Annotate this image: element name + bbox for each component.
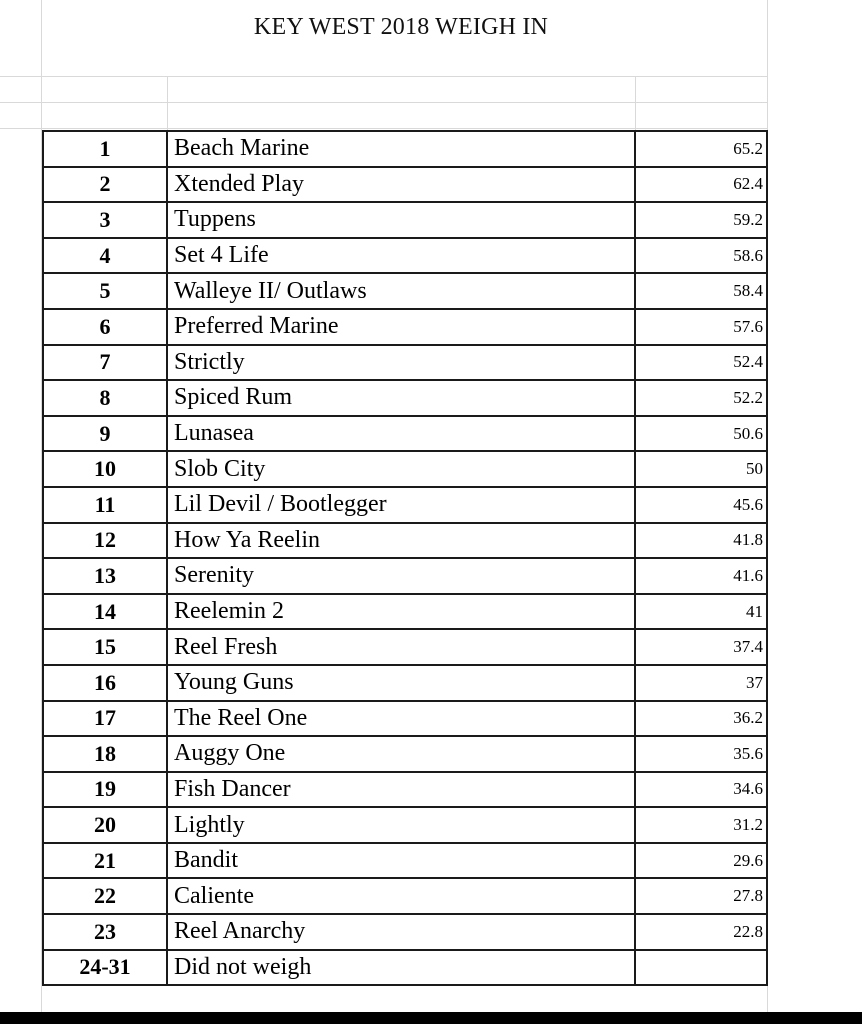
rank-cell[interactable]: 13 bbox=[43, 558, 167, 594]
table-row[interactable] bbox=[43, 843, 767, 879]
gridline bbox=[0, 76, 768, 77]
weight-cell[interactable]: 41.6 bbox=[635, 558, 767, 594]
boat-name-cell[interactable]: Caliente bbox=[167, 878, 635, 914]
rank-cell[interactable]: 16 bbox=[43, 665, 167, 701]
boat-name-cell[interactable]: Lightly bbox=[167, 807, 635, 843]
table-row[interactable] bbox=[43, 701, 767, 737]
weight-cell[interactable]: 65.2 bbox=[635, 131, 767, 167]
gridline bbox=[635, 76, 636, 130]
weight-cell[interactable]: 45.6 bbox=[635, 487, 767, 523]
boat-name-cell[interactable]: Set 4 Life bbox=[167, 238, 635, 274]
rank-cell[interactable]: 19 bbox=[43, 772, 167, 808]
table-row[interactable] bbox=[43, 523, 767, 559]
weight-cell[interactable]: 34.6 bbox=[635, 772, 767, 808]
weight-cell[interactable]: 41 bbox=[635, 594, 767, 630]
gridline bbox=[0, 128, 768, 129]
gridline bbox=[167, 76, 168, 130]
weight-cell[interactable]: 52.4 bbox=[635, 345, 767, 381]
boat-name-cell[interactable]: Beach Marine bbox=[167, 131, 635, 167]
weight-cell[interactable]: 35.6 bbox=[635, 736, 767, 772]
weight-cell[interactable]: 29.6 bbox=[635, 843, 767, 879]
boat-name-cell[interactable]: Strictly bbox=[167, 345, 635, 381]
rank-cell[interactable]: 11 bbox=[43, 487, 167, 523]
boat-name-cell[interactable]: Young Guns bbox=[167, 665, 635, 701]
boat-name-cell[interactable]: Reel Anarchy bbox=[167, 914, 635, 950]
rank-cell[interactable]: 6 bbox=[43, 309, 167, 345]
rank-cell[interactable]: 20 bbox=[43, 807, 167, 843]
weight-cell[interactable]: 27.8 bbox=[635, 878, 767, 914]
weight-cell[interactable] bbox=[635, 950, 767, 986]
rank-cell[interactable]: 12 bbox=[43, 523, 167, 559]
table-row[interactable] bbox=[43, 238, 767, 274]
gridline bbox=[0, 102, 768, 103]
rank-cell[interactable]: 3 bbox=[43, 202, 167, 238]
weight-cell[interactable]: 52.2 bbox=[635, 380, 767, 416]
table-row[interactable] bbox=[43, 950, 767, 986]
rank-cell[interactable]: 14 bbox=[43, 594, 167, 630]
weight-cell[interactable]: 58.6 bbox=[635, 238, 767, 274]
rank-cell[interactable]: 23 bbox=[43, 914, 167, 950]
table-row[interactable] bbox=[43, 629, 767, 665]
rank-cell[interactable]: 22 bbox=[43, 878, 167, 914]
sheet-title: KEY WEST 2018 WEIGH IN bbox=[253, 14, 549, 40]
boat-name-cell[interactable]: Bandit bbox=[167, 843, 635, 879]
table-row[interactable] bbox=[43, 736, 767, 772]
weight-cell[interactable]: 36.2 bbox=[635, 701, 767, 737]
weight-cell[interactable]: 59.2 bbox=[635, 202, 767, 238]
boat-name-cell[interactable]: Spiced Rum bbox=[167, 380, 635, 416]
rank-cell[interactable]: 2 bbox=[43, 167, 167, 203]
table-row[interactable] bbox=[43, 416, 767, 452]
rank-cell[interactable]: 4 bbox=[43, 238, 167, 274]
table-row[interactable] bbox=[43, 273, 767, 309]
table-row[interactable] bbox=[43, 558, 767, 594]
table-row[interactable] bbox=[43, 167, 767, 203]
weight-cell[interactable]: 62.4 bbox=[635, 167, 767, 203]
table-row[interactable] bbox=[43, 807, 767, 843]
table-row[interactable] bbox=[43, 878, 767, 914]
boat-name-cell[interactable]: Fish Dancer bbox=[167, 772, 635, 808]
boat-name-cell[interactable]: Auggy One bbox=[167, 736, 635, 772]
results-table bbox=[42, 130, 768, 986]
bottom-edge-bar bbox=[0, 1012, 862, 1024]
boat-name-cell[interactable]: Slob City bbox=[167, 451, 635, 487]
table-row[interactable] bbox=[43, 309, 767, 345]
rank-cell[interactable]: 8 bbox=[43, 380, 167, 416]
rank-cell[interactable]: 17 bbox=[43, 701, 167, 737]
table-row[interactable] bbox=[43, 380, 767, 416]
rank-cell[interactable]: 7 bbox=[43, 345, 167, 381]
table-row[interactable] bbox=[43, 345, 767, 381]
table-row[interactable] bbox=[43, 202, 767, 238]
table-row[interactable] bbox=[43, 451, 767, 487]
rank-cell[interactable]: 15 bbox=[43, 629, 167, 665]
rank-cell[interactable]: 9 bbox=[43, 416, 167, 452]
boat-name-cell[interactable]: Preferred Marine bbox=[167, 309, 635, 345]
table-row[interactable] bbox=[43, 914, 767, 950]
rank-cell[interactable]: 10 bbox=[43, 451, 167, 487]
boat-name-cell[interactable]: The Reel One bbox=[167, 701, 635, 737]
weight-cell[interactable]: 50 bbox=[635, 451, 767, 487]
boat-name-cell[interactable]: Lunasea bbox=[167, 416, 635, 452]
table-row[interactable] bbox=[43, 665, 767, 701]
results-body bbox=[43, 131, 767, 985]
weight-cell[interactable]: 41.8 bbox=[635, 523, 767, 559]
weight-cell[interactable]: 37 bbox=[635, 665, 767, 701]
boat-name-cell[interactable]: Reelemin 2 bbox=[167, 594, 635, 630]
weight-cell[interactable]: 58.4 bbox=[635, 273, 767, 309]
rank-cell[interactable]: 5 bbox=[43, 273, 167, 309]
boat-name-cell[interactable]: How Ya Reelin bbox=[167, 523, 635, 559]
boat-name-cell[interactable]: Serenity bbox=[167, 558, 635, 594]
weight-cell[interactable]: 37.4 bbox=[635, 629, 767, 665]
rank-cell[interactable]: 1 bbox=[43, 131, 167, 167]
weight-cell[interactable]: 22.8 bbox=[635, 914, 767, 950]
weight-cell[interactable]: 57.6 bbox=[635, 309, 767, 345]
rank-cell[interactable]: 24-31 bbox=[43, 950, 167, 986]
rank-cell[interactable]: 18 bbox=[43, 736, 167, 772]
boat-name-cell[interactable]: Tuppens bbox=[167, 202, 635, 238]
table-row[interactable] bbox=[43, 131, 767, 167]
boat-name-cell[interactable]: Lil Devil / Bootlegger bbox=[167, 487, 635, 523]
boat-name-cell[interactable]: Did not weigh bbox=[167, 950, 635, 986]
table-row[interactable] bbox=[43, 594, 767, 630]
table-row[interactable] bbox=[43, 487, 767, 523]
boat-name-cell[interactable]: Reel Fresh bbox=[167, 629, 635, 665]
table-row[interactable] bbox=[43, 772, 767, 808]
weight-cell[interactable]: 31.2 bbox=[635, 807, 767, 843]
boat-name-cell[interactable]: Xtended Play bbox=[167, 167, 635, 203]
boat-name-cell[interactable]: Walleye II/ Outlaws bbox=[167, 273, 635, 309]
weight-cell[interactable]: 50.6 bbox=[635, 416, 767, 452]
rank-cell[interactable]: 21 bbox=[43, 843, 167, 879]
